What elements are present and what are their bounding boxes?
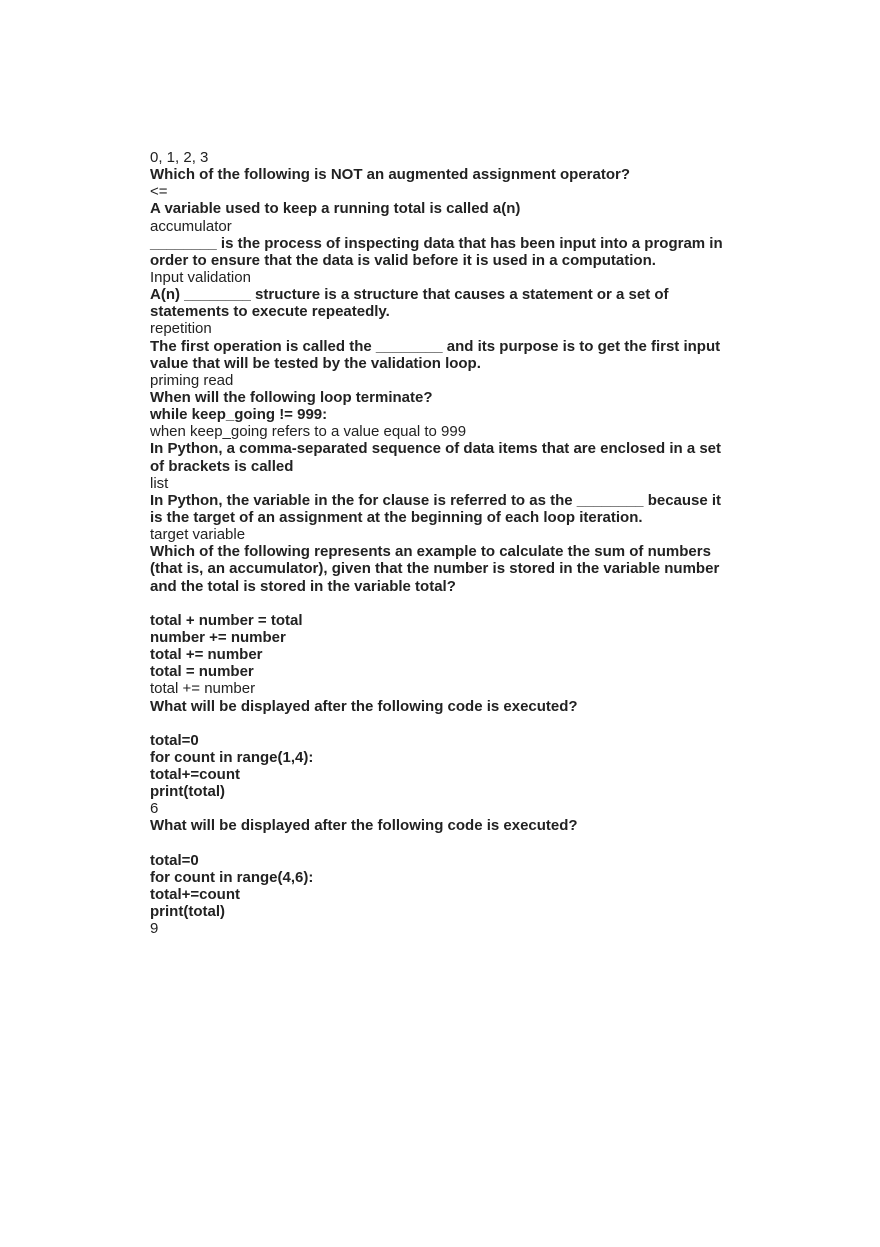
answer-line: target variable [150, 526, 246, 544]
answer-line: accumulator [150, 217, 232, 235]
question-line [150, 835, 723, 852]
question-line: A(n) ________ structure is a structure that causes a statement or a set of [150, 286, 669, 304]
question-line: When will the following loop terminate? [150, 388, 433, 406]
answer-line: 0, 1, 2, 3 [150, 149, 209, 166]
answer-line: list [150, 474, 169, 492]
question-line: statements to execute repeatedly. [150, 303, 390, 321]
question-line: Which of the following is NOT an augmented assignment operator? [150, 166, 631, 184]
question-line: In Python, the variable in the for clause is referred to as the ________ because it [150, 491, 722, 509]
question-line: value that will be tested by the validation loop. [150, 354, 481, 372]
question-line: Which of the following represents an example to calculate the sum of numbers [150, 543, 711, 561]
question-line: ________ is the process of inspecting data that has been input into a program in [150, 234, 723, 252]
question-line: total=0 [150, 731, 199, 749]
question-line: print(total) [150, 903, 225, 921]
question-line: What will be displayed after the following code is executed? [150, 817, 578, 835]
question-line: for count in range(4,6): [150, 868, 314, 886]
question-line: total + number = total [150, 611, 303, 629]
question-line: total+=count [150, 886, 241, 904]
question-line: and the total is stored in the variable total? [150, 577, 456, 595]
answer-line: when keep_going refers to a value equal to 999 [150, 423, 467, 441]
answer-line: <= [150, 183, 168, 201]
question-line: (that is, an accumulator), given that the number is stored in the variable number [150, 560, 720, 578]
question-line: of brackets is called [150, 457, 294, 475]
question-line: What will be displayed after the following code is executed? [150, 697, 578, 715]
question-line: print(total) [150, 783, 225, 801]
question-line: The first operation is called the ________ and its purpose is to get the first input [150, 337, 721, 355]
answer-line: Input validation [150, 268, 251, 286]
question-line: total = number [150, 663, 254, 681]
answer-line: 6 [150, 800, 159, 818]
answer-line: 9 [150, 920, 159, 938]
question-line: is the target of an assignment at the beginning of each loop iteration. [150, 508, 643, 526]
question-line: total += number [150, 646, 263, 664]
question-line: while keep_going != 999: [150, 406, 328, 424]
answer-line: repetition [150, 320, 212, 338]
answer-line: total += number [150, 680, 256, 698]
question-line [150, 595, 723, 612]
question-line: order to ensure that the data is valid before it is used in a computation. [150, 251, 656, 269]
answer-line: priming read [150, 371, 234, 389]
question-line: total+=count [150, 766, 241, 784]
question-line: In Python, a comma-separated sequence of data items that are enclosed in a set [150, 440, 722, 458]
question-line: A variable used to keep a running total is called a(n) [150, 200, 521, 218]
document-page [150, 149, 723, 937]
question-line [150, 715, 723, 732]
question-line: number += number [150, 628, 286, 646]
question-line: for count in range(1,4): [150, 748, 314, 766]
question-line: total=0 [150, 851, 199, 869]
